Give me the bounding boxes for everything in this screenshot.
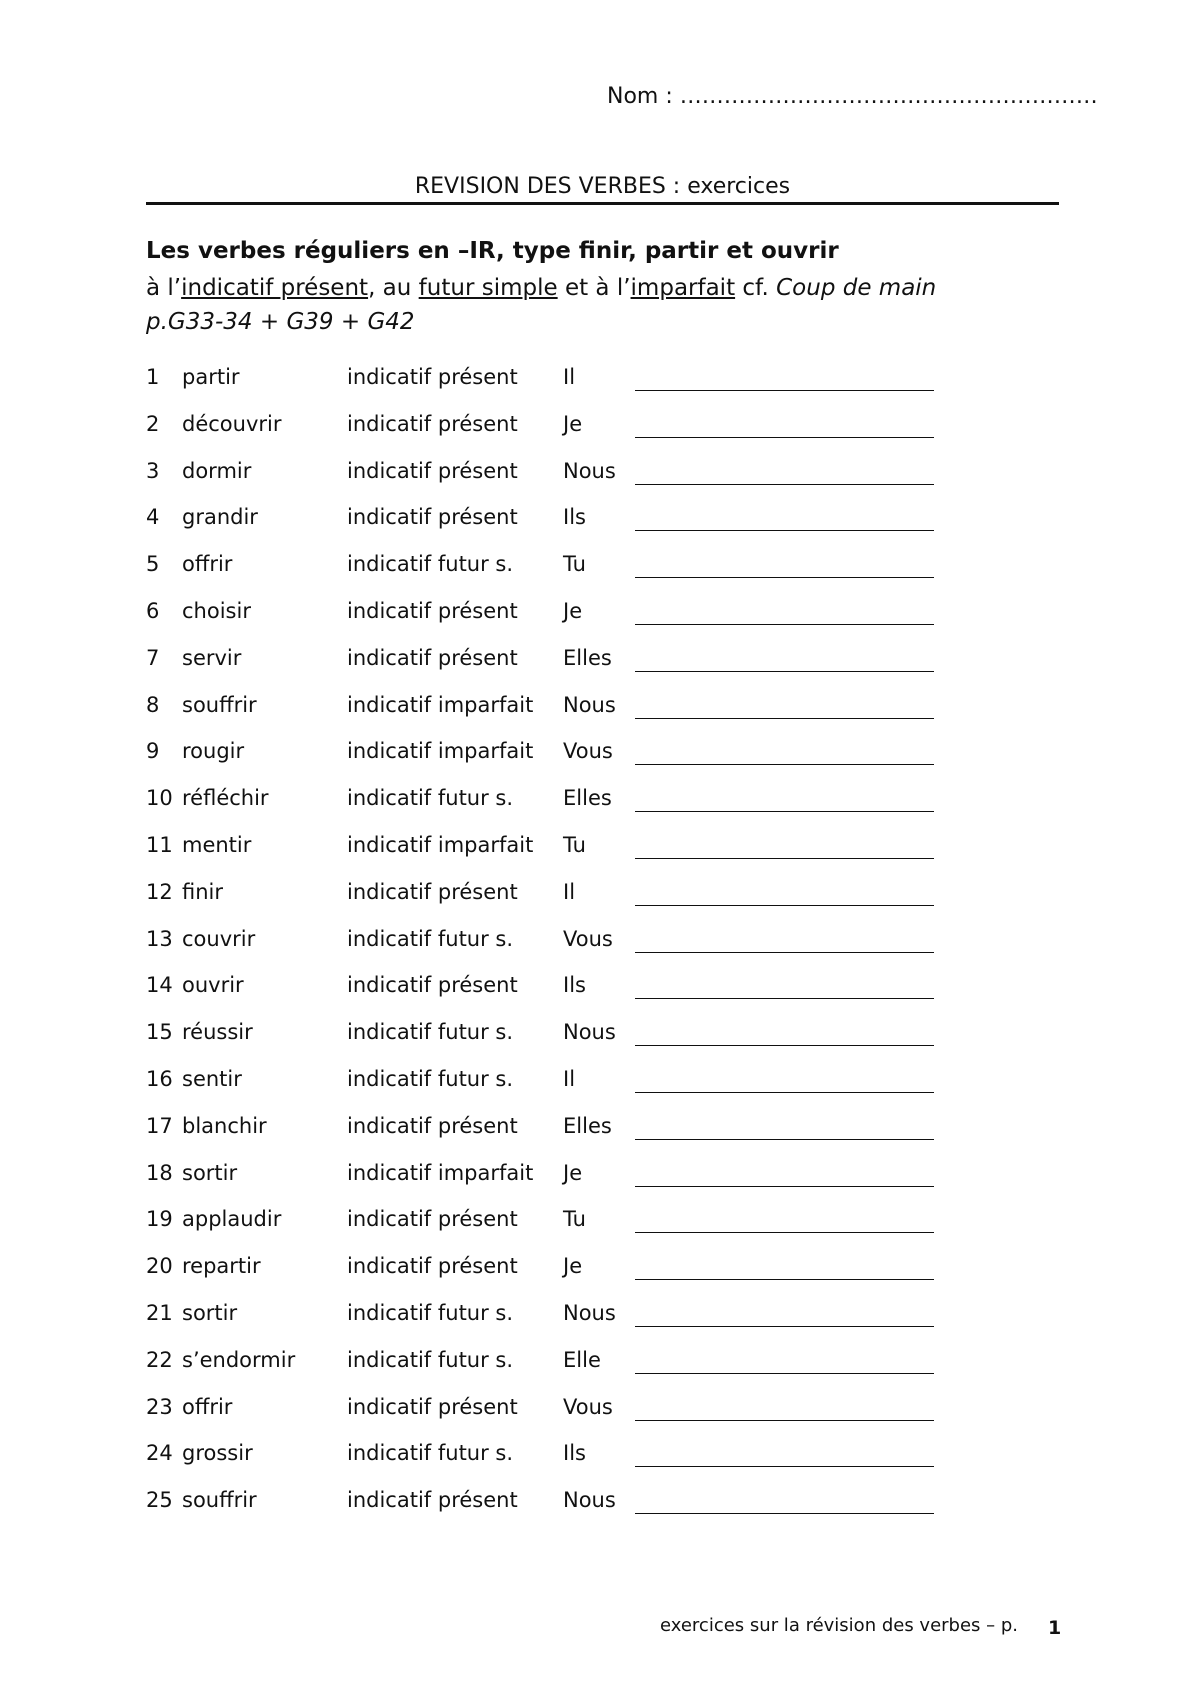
exercise-number: 11 — [146, 832, 173, 857]
exercise-verb: rougir — [182, 739, 245, 764]
exercise-verb: mentir — [182, 832, 252, 857]
exercise-verb: couvrir — [182, 926, 256, 951]
exercise-number: 25 — [146, 1488, 173, 1513]
exercise-pronoun: Nous — [563, 1488, 616, 1513]
section-subtitle — [146, 271, 1066, 339]
exercise-verb: souffrir — [182, 1488, 257, 1513]
exercise-tense: indicatif futur s. — [347, 786, 514, 811]
exercise-verb: réfléchir — [182, 786, 269, 811]
subtitle-text-c: et à l’ — [557, 275, 631, 301]
exercise-tense: indicatif présent — [347, 598, 518, 623]
exercise-number: 24 — [146, 1441, 173, 1466]
exercise-verb: sortir — [182, 1300, 238, 1325]
exercise-pronoun: Ils — [563, 973, 586, 998]
answer-blank-line[interactable] — [635, 718, 934, 719]
answer-blank-line[interactable] — [635, 1326, 934, 1327]
exercise-tense: indicatif présent — [347, 411, 518, 436]
exercise-pronoun: Ils — [563, 1441, 586, 1466]
exercise-tense: indicatif imparfait — [347, 739, 534, 764]
subtitle-imparfait: imparfait — [630, 275, 736, 301]
exercise-number: 2 — [146, 411, 160, 436]
exercise-pronoun: Vous — [563, 739, 613, 764]
exercise-tense: indicatif imparfait — [347, 692, 534, 717]
exercise-number: 19 — [146, 1207, 173, 1232]
exercise-tense: indicatif présent — [347, 645, 518, 670]
answer-blank-line[interactable] — [635, 1420, 934, 1421]
answer-blank-line[interactable] — [635, 858, 934, 859]
subtitle-text-d: cf. — [735, 275, 777, 301]
answer-blank-line[interactable] — [635, 437, 934, 438]
exercise-number: 4 — [146, 505, 160, 530]
exercise-verb: offrir — [182, 552, 233, 577]
exercise-tense: indicatif futur s. — [347, 1441, 514, 1466]
subtitle-text-a: à l’ — [146, 275, 182, 301]
exercise-pronoun: Il — [563, 879, 576, 904]
answer-blank-line[interactable] — [635, 624, 934, 625]
exercise-number: 3 — [146, 458, 160, 483]
exercise-tense: indicatif présent — [347, 973, 518, 998]
exercise-pronoun: Ils — [563, 505, 586, 530]
exercise-pronoun: Elles — [563, 1113, 612, 1138]
page-title: REVISION DES VERBES : exercices — [414, 174, 791, 199]
answer-blank-line[interactable] — [635, 952, 934, 953]
exercise-tense: indicatif futur s. — [347, 1020, 514, 1045]
section-heading: Les verbes réguliers en –IR, type finir, partir et ouvrir — [146, 238, 839, 264]
answer-blank-line[interactable] — [635, 390, 934, 391]
exercise-tense: indicatif présent — [347, 1207, 518, 1232]
exercise-number: 1 — [146, 365, 160, 389]
exercise-pronoun: Je — [563, 1160, 583, 1185]
exercise-verb: grandir — [182, 505, 258, 530]
exercise-pronoun: Il — [563, 365, 576, 389]
exercise-verb: ouvrir — [182, 973, 244, 998]
exercise-number: 18 — [146, 1160, 173, 1185]
exercise-pronoun: Elle — [563, 1347, 601, 1372]
exercise-number: 12 — [146, 879, 173, 904]
name-field-label: Nom : ………………………………………………… — [607, 84, 1098, 109]
exercise-tense: indicatif futur s. — [347, 926, 514, 951]
exercise-tense: indicatif présent — [347, 505, 518, 530]
answer-blank-line[interactable] — [635, 1092, 934, 1093]
exercise-verb: sortir — [182, 1160, 238, 1185]
exercise-tense: indicatif présent — [347, 458, 518, 483]
exercise-pronoun: Nous — [563, 692, 616, 717]
exercise-pronoun: Elles — [563, 786, 612, 811]
exercise-verb: sentir — [182, 1066, 242, 1091]
exercise-pronoun: Vous — [563, 926, 613, 951]
subtitle-futur-simple: futur simple — [418, 275, 558, 301]
page-number: 1 — [1048, 1617, 1062, 1639]
exercise-verb: servir — [182, 645, 242, 670]
answer-blank-line[interactable] — [635, 1186, 934, 1187]
exercise-pronoun: Je — [563, 598, 583, 623]
exercise-verb: grossir — [182, 1441, 253, 1466]
exercise-tense: indicatif présent — [347, 365, 518, 389]
answer-blank-line[interactable] — [635, 1232, 934, 1233]
exercise-tense: indicatif imparfait — [347, 1160, 534, 1185]
title-divider — [146, 202, 1059, 205]
exercise-number: 5 — [146, 552, 160, 577]
exercise-number: 6 — [146, 598, 160, 623]
exercise-verb: offrir — [182, 1394, 233, 1419]
answer-blank-line[interactable] — [635, 1139, 934, 1140]
answer-blank-line[interactable] — [635, 764, 934, 765]
exercise-verb: découvrir — [182, 411, 282, 436]
exercise-tense: indicatif présent — [347, 1254, 518, 1279]
answer-blank-line[interactable] — [635, 577, 934, 578]
answer-blank-line[interactable] — [635, 1373, 934, 1374]
exercise-verb: applaudir — [182, 1207, 282, 1232]
exercise-pronoun: Je — [563, 1254, 583, 1279]
answer-blank-line[interactable] — [635, 905, 934, 906]
exercise-number: 20 — [146, 1254, 173, 1279]
exercise-pronoun: Tu — [563, 1207, 586, 1232]
exercise-tense: indicatif présent — [347, 1394, 518, 1419]
exercise-number: 15 — [146, 1020, 173, 1045]
subtitle-coup-de-main: Coup de main — [776, 275, 937, 301]
exercise-pronoun: Il — [563, 1066, 576, 1091]
answer-blank-line[interactable] — [635, 998, 934, 999]
exercise-pronoun: Je — [563, 411, 583, 436]
exercise-number: 17 — [146, 1113, 173, 1138]
exercise-number: 8 — [146, 692, 160, 717]
subtitle-text-b: , au — [368, 275, 419, 301]
exercise-pronoun: Tu — [563, 552, 586, 577]
exercise-tense: indicatif imparfait — [347, 832, 534, 857]
exercise-number: 23 — [146, 1394, 173, 1419]
exercise-tense: indicatif présent — [347, 879, 518, 904]
exercise-verb: finir — [182, 879, 224, 904]
exercise-pronoun: Tu — [563, 832, 586, 857]
exercise-number: 21 — [146, 1300, 173, 1325]
exercise-verb: dormir — [182, 458, 252, 483]
exercise-pronoun: Nous — [563, 1300, 616, 1325]
exercise-tense: indicatif futur s. — [347, 552, 514, 577]
answer-blank-line[interactable] — [635, 811, 934, 812]
exercise-tense: indicatif futur s. — [347, 1347, 514, 1372]
exercise-pronoun: Nous — [563, 458, 616, 483]
exercise-number: 10 — [146, 786, 173, 811]
answer-blank-line[interactable] — [635, 1466, 934, 1467]
subtitle-pages-ref: p.G33-34 + G39 + G42 — [146, 309, 415, 335]
answer-blank-line[interactable] — [635, 671, 934, 672]
exercise-verb: partir — [182, 365, 240, 389]
exercise-number: 7 — [146, 645, 160, 670]
exercise-verb: choisir — [182, 598, 251, 623]
answer-blank-line[interactable] — [635, 1279, 934, 1280]
exercise-tense: indicatif futur s. — [347, 1066, 514, 1091]
exercise-pronoun: Nous — [563, 1020, 616, 1045]
exercise-tense: indicatif présent — [347, 1113, 518, 1138]
exercise-verb: blanchir — [182, 1113, 267, 1138]
exercise-pronoun: Elles — [563, 645, 612, 670]
footer-text: exercices sur la révision des verbes – p. — [660, 1615, 1019, 1636]
exercise-number: 9 — [146, 739, 160, 764]
exercise-number: 22 — [146, 1347, 173, 1372]
exercise-number: 16 — [146, 1066, 173, 1091]
exercise-tense: indicatif futur s. — [347, 1300, 514, 1325]
exercise-verb: réussir — [182, 1020, 253, 1045]
answer-blank-line[interactable] — [635, 1513, 934, 1514]
exercise-verb: repartir — [182, 1254, 261, 1279]
exercise-pronoun: Vous — [563, 1394, 613, 1419]
exercise-number: 13 — [146, 926, 173, 951]
exercise-number: 14 — [146, 973, 173, 998]
subtitle-indicatif-present: indicatif présent — [181, 275, 369, 301]
exercise-verb: s’endormir — [182, 1347, 296, 1372]
answer-blank-line[interactable] — [635, 1045, 934, 1046]
answer-blank-line[interactable] — [635, 484, 934, 485]
exercise-tense: indicatif présent — [347, 1488, 518, 1513]
exercise-verb: souffrir — [182, 692, 257, 717]
answer-blank-line[interactable] — [635, 530, 934, 531]
